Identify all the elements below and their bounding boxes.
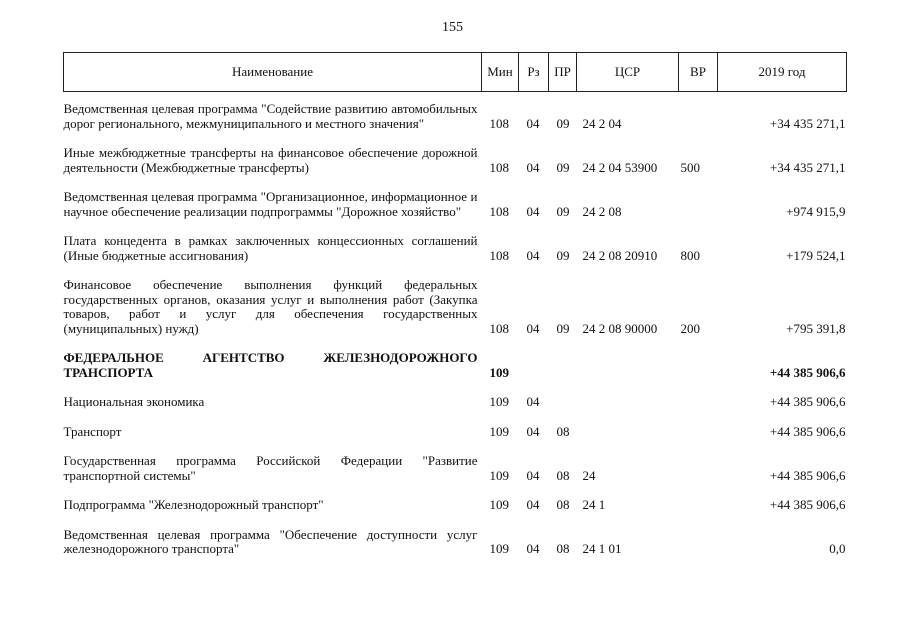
- row-rz: 04: [526, 203, 540, 219]
- row-vr: [679, 182, 718, 226]
- row-vr: 200: [680, 320, 700, 336]
- header-rz: Рз: [519, 53, 549, 92]
- row-csr: 24 2 08 20910: [582, 247, 658, 263]
- row-pr: 08: [556, 423, 570, 439]
- row-rz: 04: [526, 320, 540, 336]
- row-amount: +34 435 271,1: [769, 159, 846, 175]
- row-vr: [679, 417, 718, 447]
- row-amount: +44 385 906,6: [769, 423, 846, 439]
- row-min: 108: [489, 247, 509, 263]
- row-amount: 0,0: [829, 541, 846, 556]
- row-rz: 04: [526, 115, 540, 131]
- row-vr: 800: [680, 247, 700, 263]
- row-min: 109: [489, 423, 509, 439]
- header-min: Мин: [482, 53, 519, 92]
- row-amount: +44 385 906,6: [769, 364, 846, 380]
- row-amount: +974 915,9: [786, 203, 846, 219]
- header-vr: ВР: [679, 53, 718, 92]
- row-name: Подпрограмма "Железнодорожный транспорт": [63, 497, 324, 512]
- row-min: 109: [489, 497, 509, 512]
- row-rz: 04: [526, 159, 540, 175]
- header-year: 2019 год: [718, 53, 847, 92]
- table-row: [64, 182, 847, 226]
- row-rz: 04: [526, 394, 540, 409]
- row-csr: 24 1: [582, 497, 606, 512]
- table-row: [64, 92, 847, 139]
- row-min: 108: [489, 320, 509, 336]
- table-body: [64, 92, 847, 564]
- row-csr: 24 2 08: [582, 203, 622, 219]
- row-csr: 24: [582, 467, 596, 483]
- row-min: 108: [489, 159, 509, 175]
- row-amount: +44 385 906,6: [769, 497, 846, 512]
- row-pr: 09: [556, 203, 570, 219]
- row-name: Национальная экономика: [63, 394, 205, 409]
- table-row: [64, 417, 847, 447]
- row-csr: 24 1 01: [582, 541, 622, 556]
- header-csr: ЦСР: [577, 53, 679, 92]
- header-name: Наименование: [64, 53, 482, 92]
- table-header: [64, 53, 847, 92]
- header-pr: ПР: [549, 53, 577, 92]
- row-amount: +44 385 906,6: [769, 394, 846, 409]
- row-name: Иные межбюджетные трансферты на финансовое обеспечение дорожной деятельности (Межбюджетные трансферты): [63, 145, 478, 175]
- row-min: 109: [489, 394, 509, 409]
- table-row: [64, 270, 847, 343]
- row-rz: 04: [526, 541, 540, 556]
- table-row: [64, 446, 847, 490]
- row-pr: 08: [556, 497, 570, 512]
- row-pr: 08: [556, 541, 570, 556]
- row-amount: +795 391,8: [786, 320, 846, 336]
- row-csr: 24 2 04 53900: [582, 159, 658, 175]
- row-min: 108: [489, 203, 509, 219]
- row-pr: 09: [556, 320, 570, 336]
- row-pr: 09: [556, 115, 570, 131]
- row-name: Плата концедента в рамках заключенных концессионных соглашений (Иные бюджетные ассигнования): [63, 233, 478, 263]
- row-amount: +179 524,1: [786, 247, 846, 263]
- row-vr: [679, 387, 718, 417]
- row-name: Ведомственная целевая программа "Обеспечение доступности услуг железнодорожного транспорта": [63, 526, 478, 556]
- row-name: ФЕДЕРАЛЬНОЕ АГЕНТСТВО ЖЕЛЕЗНОДОРОЖНОГО ТРАНСПОРТА: [63, 350, 478, 380]
- row-vr: 500: [680, 159, 700, 175]
- row-name: Ведомственная целевая программа "Содействие развитию автомобильных дорог регионального, межмуниципального и местного значения": [63, 101, 478, 131]
- row-pr: 09: [556, 159, 570, 175]
- row-csr: [577, 417, 679, 447]
- row-min: 109: [489, 467, 509, 483]
- row-name: Финансовое обеспечение выполнения функций федеральных государственных органов, оказания услуг и выполнения работ (Закупка товаров, работ и услуг для обеспечения государственных (муниципальных) нужд): [63, 277, 478, 336]
- table-row: [64, 226, 847, 270]
- row-pr: 09: [556, 247, 570, 263]
- page-number: 155: [442, 20, 463, 35]
- row-min: 108: [489, 115, 509, 131]
- row-csr: [577, 387, 679, 417]
- row-csr: [577, 343, 679, 387]
- row-rz: 04: [526, 423, 540, 439]
- budget-table: [63, 52, 847, 564]
- row-min: 109: [489, 364, 509, 380]
- row-rz: 04: [526, 467, 540, 483]
- row-amount: +34 435 271,1: [769, 115, 846, 131]
- row-name: Государственная программа Российской Федерации "Развитие транспортной системы": [63, 453, 478, 483]
- row-csr: 24 2 08 90000: [582, 320, 658, 336]
- row-pr: [549, 343, 577, 387]
- row-amount: +44 385 906,6: [769, 467, 846, 483]
- row-csr: 24 2 04: [582, 115, 622, 131]
- row-vr: [679, 343, 718, 387]
- row-name: Ведомственная целевая программа "Организационное, информационное и научное обеспечение реализации подпрограммы "Дорожное хозяйство": [63, 189, 478, 219]
- row-rz: 04: [526, 497, 540, 512]
- row-rz: 04: [526, 247, 540, 263]
- row-min: 109: [489, 541, 509, 556]
- row-vr: [679, 92, 718, 139]
- row-name: Транспорт: [63, 423, 122, 439]
- row-pr: [549, 387, 577, 417]
- table-row: [64, 138, 847, 182]
- row-rz: [519, 343, 549, 387]
- row-vr: [679, 490, 718, 520]
- table-row: [64, 387, 847, 417]
- table-row: [64, 520, 847, 564]
- row-vr: [679, 520, 718, 564]
- row-pr: 08: [556, 467, 570, 483]
- table-row: [64, 490, 847, 520]
- row-vr: [679, 446, 718, 490]
- table-row: [64, 343, 847, 387]
